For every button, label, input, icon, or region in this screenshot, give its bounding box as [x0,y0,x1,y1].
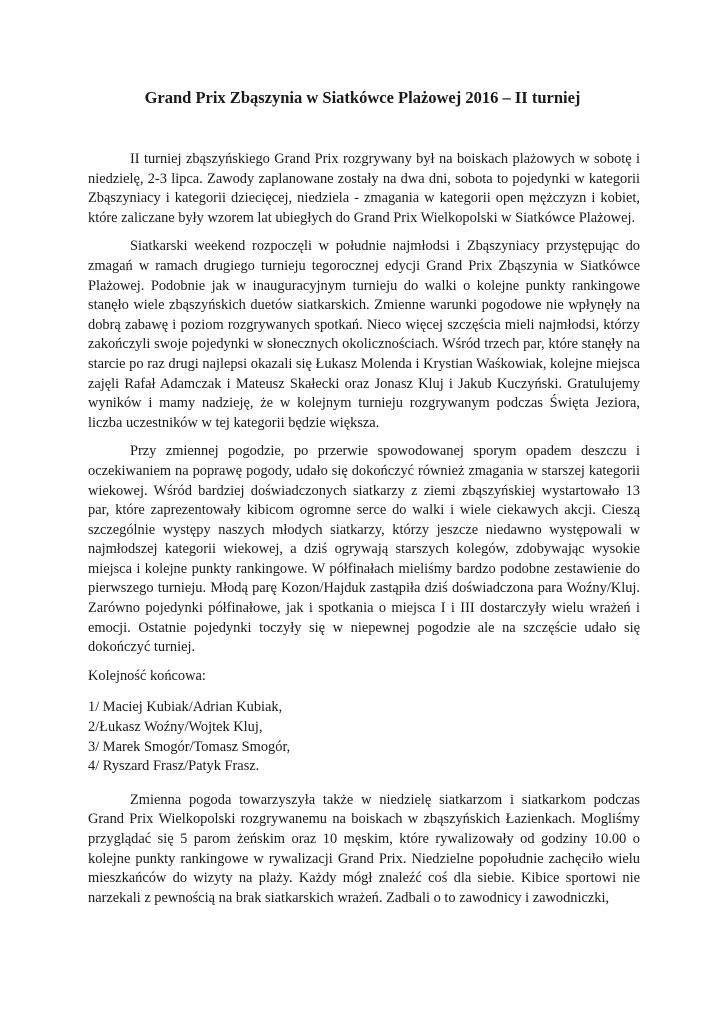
ranking-item: 4/ Ryszard Frasz/Patyk Frasz. [88,758,260,775]
ranking-item: 3/ Marek Smogór/Tomasz Smogór, [88,738,291,755]
paragraph-intro: II turniej zbąszyńskiego Grand Prix rozgrywany był na boiskach plażowych w sobotę i niedzielę, 2-3 lipca. Zawody zaplanowane zostały na dwa dni, sobota to pojedynki w kategorii Zbąszyniacy i kategorii dziecięcej, niedziela - zmagania w kategorii open mężczyzn i kobiet, które zaliczane były wzorem lat ubiegłych do Grand Prix Wielkopolski w Siatkówce Plażowej. [88,151,640,226]
ranking-item: 2/Łukasz Woźny/Wojtek Kluj, [88,719,263,736]
document-title: Grand Prix Zbąszynia w Siatkówce Plażowej 2016 – II turniej [144,88,581,107]
ranking-heading: Kolejność końcowa: [88,667,206,684]
paragraph-sunday: Zmienna pogoda towarzyszyła także w niedzielę siatkarzom i siatkarkom podczas Grand Prix Wielkopolski rozgrywanemu na boiskach w zbąszyńskich Łazienkach. Mogliśmy przyglądać się 5 parom żeńskim oraz 10 męskim, które rywalizowały od godziny 10.00 o kolejne punkty rankingowe w rywalizacji Grand Prix. Niedzielne popołudnie zachęciło wielu mieszkańców do wizyty na plaży. Każdy mógł znaleźć coś dla siebie. Kibice sportowi nie narzekali z pewnością na brak siatkarskich wrażeń. Zadbali o to zawodnicy i zawodniczki, [88,791,640,906]
paragraph-saturday: Siatkarski weekend rozpoczęli w południe najmłodsi i Zbąszyniacy przystępując do zmagań w ramach drugiego turnieju tegorocznej edycji Grand Prix Zbąszynia w Siatkówce Plażowej. Podobnie jak w inauguracyjnym turnieju do walki o kolejne punkty rankingowe stanęło wiele zbąszyńskich duetów siatkarskich. Zmienne warunki pogodowe nie wpłynęły na dobrą zabawę i poziom rozgrywanych spotkań. Nieco więcej szczęścia mieli najmłodsi, którzy zakończyli swoje pojedynki w słonecznych okolicznościach. Wśród trzech par, które stanęły na starcie po raz drugi najlepsi okazali się Łukasz Molenda i Krystian Waśkowiak, kolejne miejsca zajęli Rafał Adamczak i Mateusz Skałecki oraz Jonasz Kluj i Jakub Kuczyński. Gratulujemy wyników i mamy nadzieję, że w kolejnym turnieju rozgrywanym podczas Święta Jeziora, liczba uczestników w tej kategorii będzie większa. [88,238,640,431]
ranking-list [88,698,640,776]
paragraph-older-category: Przy zmiennej pogodzie, po przerwie spowodowanej sporym opadem deszczu i oczekiwaniem na poprawę pogody, udało się dokończyć również zmagania w starszej kategorii wiekowej. Wśród bardziej doświadczonych siatkarzy z ziemi zbąszyńskiej wystartowało 13 par, które zaprezentowały kibicom ogromne serce do walki i wiele ciekawych akcji. Cieszą szczególnie występy naszych młodych siatkarzy, którzy jeszcze niedawno występowali w najmłodszej kategorii wiekowej, a dziś ogrywają starszych kolegów, zdobywając wysokie miejsca i kolejne punkty rankingowe. W półfinałach mieliśmy bardzo podobne zestawienie do pierwszego turnieju. Młodą parę Kozon/Hajduk zastąpiła dziś doświadczona para Woźny/Kluj. Zarówno pojedynki półfinałowe, jak i spotkania o miejsca I i III dostarczyły wielu wrażeń i emocji. Ostatnie pojedynki toczyły się w niepewnej pogodzie ale na szczęście udało się dokończyć turniej. [88,443,640,656]
ranking-item: 1/ Maciej Kubiak/Adrian Kubiak, [88,699,283,716]
document-body [88,150,640,917]
